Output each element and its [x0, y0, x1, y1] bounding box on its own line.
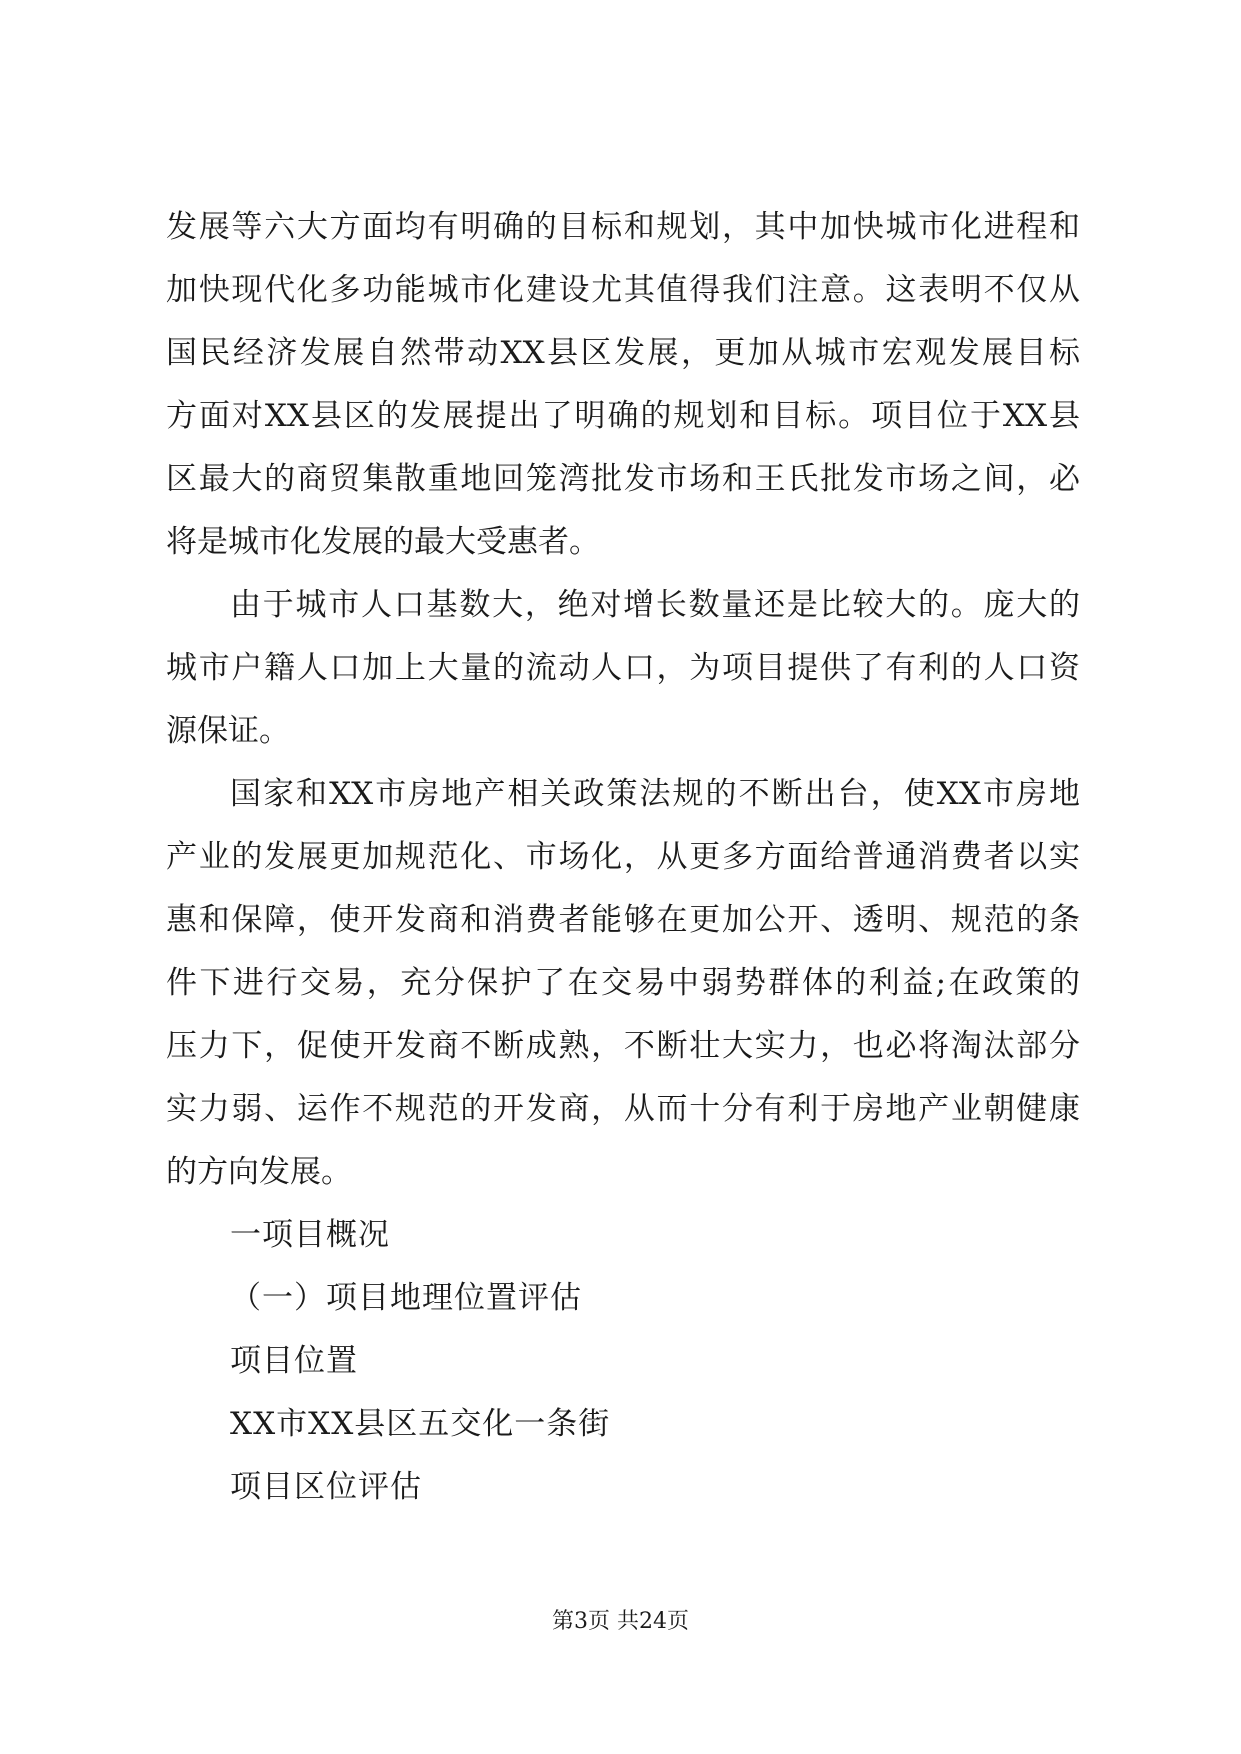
- paragraph-2-line-1: 由于城市人口基数大，绝对增长数量还是比较大的。庞大的: [230, 587, 1080, 623]
- paragraph-2-line-2: 城市户籍人口加上大量的流动人口，为项目提供了有利的人口资: [166, 650, 1080, 686]
- paragraph-1-line-1: 发展等六大方面均有明确的目标和规划，其中加快城市化进程和: [166, 209, 1080, 245]
- paragraph-2-line-3: 源保证。: [166, 713, 290, 749]
- section-heading-project-overview: 一项目概况: [230, 1217, 390, 1253]
- project-address: XX市XX县区五交化一条街: [230, 1406, 611, 1442]
- subsection-heading-location-assessment: （一）项目地理位置评估: [230, 1280, 582, 1316]
- paragraph-1-line-4: 方面对XX县区的发展提出了明确的规划和目标。项目位于XX县: [166, 398, 1080, 434]
- paragraph-3-line-4: 件下进行交易，充分保护了在交易中弱势群体的利益;在政策的: [166, 965, 1080, 1001]
- paragraph-1-line-6: 将是城市化发展的最大受惠者。: [166, 524, 600, 560]
- paragraph-3-line-6: 实力弱、运作不规范的开发商，从而十分有利于房地产业朝健康: [166, 1091, 1080, 1127]
- paragraph-1-line-5: 区最大的商贸集散重地回笼湾批发市场和王氏批发市场之间，必: [166, 461, 1080, 497]
- paragraph-1-line-2: 加快现代化多功能城市化建设尤其值得我们注意。这表明不仅从: [166, 272, 1080, 308]
- paragraph-1-line-3: 国民经济发展自然带动XX县区发展，更加从城市宏观发展目标: [166, 335, 1080, 371]
- page-number-footer: 第3页 共24页: [552, 1609, 689, 1634]
- paragraph-3-line-3: 惠和保障，使开发商和消费者能够在更加公开、透明、规范的条: [166, 902, 1080, 938]
- paragraph-3-line-1: 国家和XX市房地产相关政策法规的不断出台，使XX市房地: [230, 776, 1080, 812]
- paragraph-3-line-7: 的方向发展。: [166, 1154, 352, 1190]
- item-heading-project-location: 项目位置: [230, 1343, 358, 1379]
- paragraph-3-line-2: 产业的发展更加规范化、市场化，从更多方面给普通消费者以实: [166, 839, 1080, 875]
- item-heading-zone-assessment: 项目区位评估: [230, 1469, 422, 1505]
- paragraph-3-line-5: 压力下，促使开发商不断成熟，不断壮大实力，也必将淘汰部分: [166, 1028, 1080, 1064]
- document-body: [166, 196, 1080, 1519]
